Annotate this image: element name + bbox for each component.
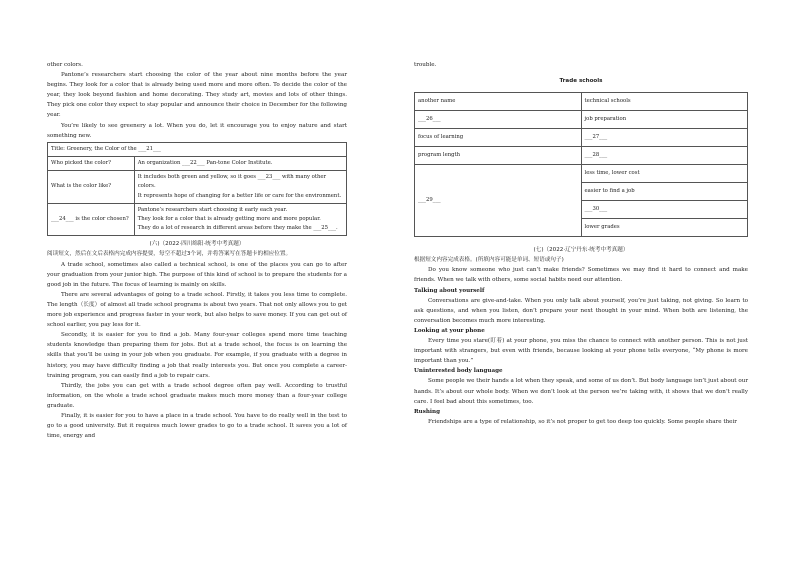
- table-left-cell: focus of learning: [415, 129, 582, 147]
- table-answer-cell: [134, 203, 346, 236]
- subheading: Rushing: [414, 408, 441, 415]
- paragraph: There are several advantages of going to a trade school. Firstly, it takes you less time to complete. The length（长度）of almost all trade school programs is about two years. That not only allows you to get more job experience and progress faster in your work, but also helps to save money. If you can get out of school earlier, you pay less for it.: [47, 291, 347, 329]
- subheading: Talking about yourself: [414, 287, 485, 294]
- table-left-cell: ___26___: [415, 111, 582, 129]
- table-question-cell: Who picked the color?: [48, 156, 135, 170]
- table-row: [48, 171, 347, 204]
- table-right-cell: job preparation: [581, 111, 748, 129]
- paragraph: Secondly, it is easier for you to find a job. Many four-year colleges spend more time teaching students knowledge than preparing them for jobs. But at a trade school, the focus is on learning the skills that you’ll be using in your job when you graduate. For example, if you graduate with a degree in history, you may have difficulty finding a job that really interests you. But once you complete a career-training program, you can easily find a job to repair cars.: [47, 332, 347, 379]
- subheading: Uninterested body language: [414, 368, 503, 375]
- table-right-cell: ___27___: [581, 129, 748, 147]
- continuation-text: trouble.: [414, 62, 437, 68]
- paragraph: Every time you stare(盯着) at your phone, you miss the chance to connect with another person. This is not just important with strangers, but even with friends, because looking at your phone tells everyone, “My phone is more important than you.”: [414, 338, 748, 365]
- table-answer-line: It includes both green and yellow, so it goes ___23___ with many other colors.: [137, 174, 327, 190]
- table-right-cell: technical schools: [581, 93, 748, 111]
- table-answer-line: They do a lot of research in different areas before they make the ___25___.: [137, 225, 338, 232]
- table-answer-cell: [134, 156, 346, 170]
- paragraph: A trade school, sometimes also called a technical school, is one of the places you can go to after your graduation from your junior high. The purpose of this kind of school is to prepare the students for a good job in the future. The focus of learning is mainly on skills.: [47, 261, 347, 288]
- right-column: [414, 60, 748, 427]
- table-right-cell: lower grades: [581, 219, 748, 237]
- subheading: Looking at your phone: [414, 327, 485, 334]
- table-title-row: Title: Greenery, the Color of the ___21___: [48, 142, 347, 156]
- table-row: [48, 156, 347, 170]
- instruction-6: 阅读短文，然后在文后表格内完成内容提要，每空不超过3个词，并将答案写在答题卡的相应位置。: [47, 251, 292, 258]
- table-row: [415, 129, 748, 147]
- paragraph: Some people we their hands a lot when they speak, and some of us don’t. But body language isn’t just about our hands. It’s about our whole body. When we don’t look at the person we’re taking with, it shows that we don’t really care. I feel bad about this sometimes, too.: [414, 378, 748, 405]
- table-row: [415, 165, 748, 183]
- left-column: [47, 60, 347, 441]
- table-right-cell: less time, lower cost: [581, 165, 748, 183]
- table-answer-cell: [134, 171, 346, 204]
- table-answer-line: They look for a color that is already getting more and more popular.: [137, 215, 321, 222]
- table-left-cell: program length: [415, 147, 582, 165]
- table-question-cell: ___24___ is the color chosen?: [48, 203, 135, 236]
- intro-paragraph-1: other colors.: [47, 62, 83, 68]
- table-row: [48, 203, 347, 236]
- intro-paragraph-3: You’re likely to see greenery a lot. When you do, let it encourage you to enjoy nature and start something new.: [47, 122, 347, 139]
- table-row: [415, 147, 748, 165]
- paragraph: Conversations are give-and-take. When you only talk about yourself, you’re just taking, not giving. So learn to ask questions, and when you listen, don’t prepare your next thought in your mind. When both are listening, the conversation becomes much more interesting.: [414, 297, 748, 324]
- paragraph: Thirdly, the jobs you can get with a trade school degree often pay well. According to trustful information, on the whole a trade school graduate makes much more money than a four-year college graduate.: [47, 382, 347, 409]
- table-question-cell: What is the color like?: [48, 171, 135, 204]
- table-title-trade-schools: Trade schools: [559, 78, 603, 85]
- table-row: [415, 93, 748, 111]
- table-answer-line: An organization ___22___ Pan-tone Color Institute.: [137, 159, 273, 166]
- table-left-cell: another name: [415, 93, 582, 111]
- table-answer-line: Pantone’s researchers start choosing it early each year.: [137, 206, 288, 213]
- summary-table-greenery: [47, 142, 347, 237]
- paragraph: Do you know someone who just can’t make friends? Sometimes we may find it hard to connect and make friends. When we talk with others, some social habits need our attention.: [414, 267, 748, 284]
- instruction-7: 根据短文内容完成表格。(所填内容可能是单词、短语或句子): [414, 257, 564, 264]
- table-right-cell: ___28___: [581, 147, 748, 165]
- intro-paragraph-2: Pantone’s researchers start choosing the color of the year about nine months before the year begins. They look for a color that is already being used more and more often. To decide the color of the year, they look beyond fashion and home decorating. They study art, movies and lots of other things. They pick one color they expect to stay popular and announce their choice in December for the following year.: [47, 72, 347, 119]
- table-left-cell: ___29___: [415, 165, 582, 237]
- section-title-7: (七)（2022·辽宁丹东·统考中考真题）: [533, 247, 629, 254]
- table-row: [415, 111, 748, 129]
- section-title-6: (六)（2022·四川绵阳·统考中考真题）: [149, 241, 245, 248]
- trade-schools-table: [414, 92, 748, 237]
- table-right-cell: ___30___: [581, 201, 748, 219]
- table-right-cell: easier to find a job: [581, 183, 748, 201]
- paragraph: Finally, it is easier for you to have a place in a trade school. You have to do really well in the test to go to a good university. But it requires much lower grades to go to a trade school. It saves you a lot of time, energy and: [47, 412, 347, 440]
- table-answer-line: It represents hope of changing for a better life or care for the environment.: [137, 192, 342, 199]
- paragraph: Friendships are a type of relationship, so it’s not proper to get too deep too quickly. Some people share their: [428, 418, 737, 425]
